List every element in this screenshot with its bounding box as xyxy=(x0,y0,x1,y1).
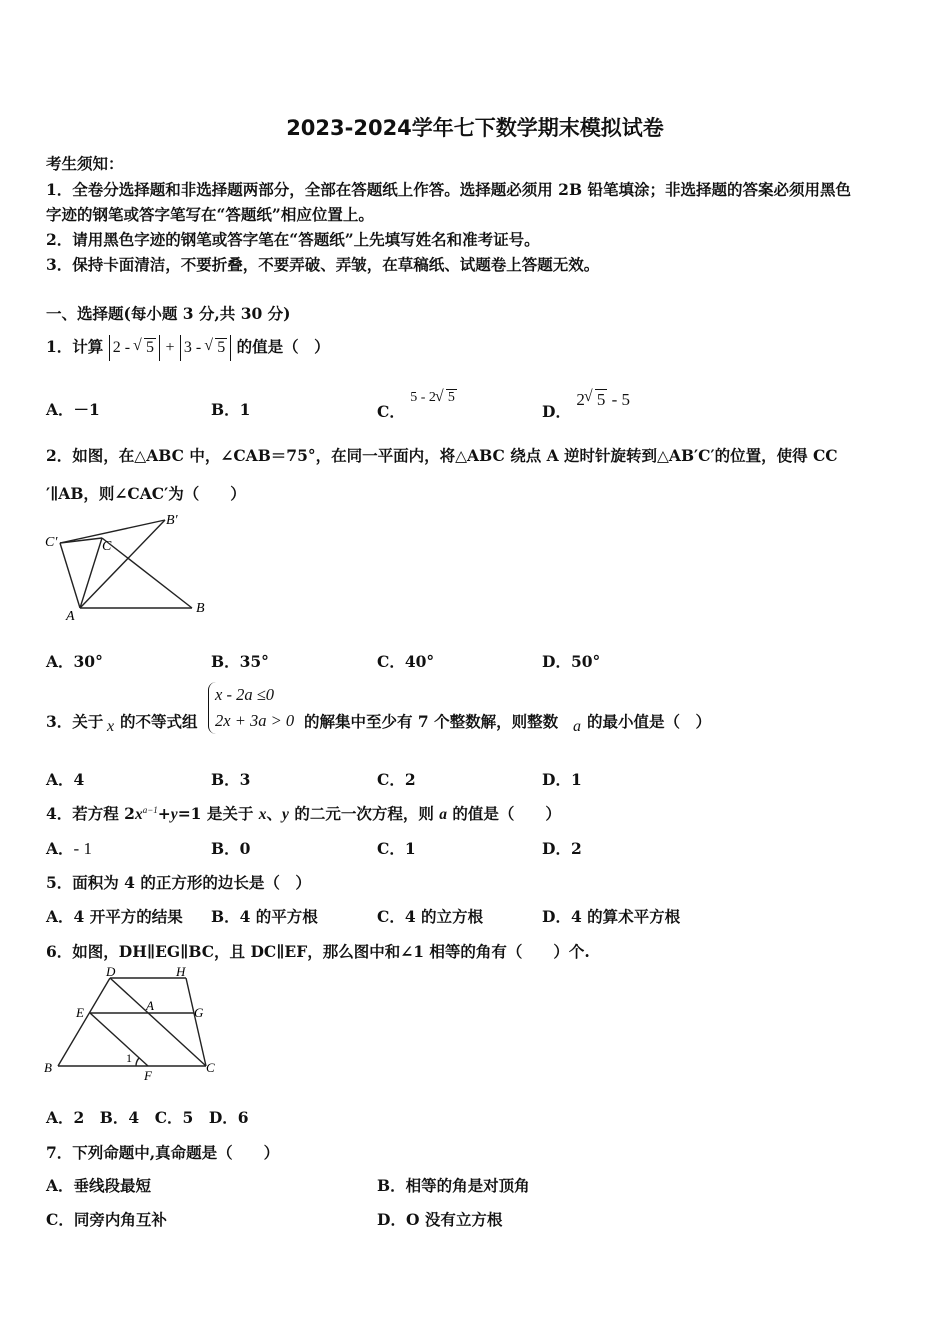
edge-b-d xyxy=(58,978,110,1066)
edge-e-f xyxy=(90,1013,148,1066)
edge-a-b1 xyxy=(80,520,165,608)
q4-var-x: x xyxy=(258,806,267,823)
q4-post-4: 的值是（ ） xyxy=(446,804,561,823)
edge-h-c xyxy=(186,978,206,1066)
edge-c-b xyxy=(102,538,192,608)
q4-option-d[interactable]: D．2 xyxy=(542,839,582,858)
q2-label-b: B xyxy=(196,601,205,616)
q4-post-2: =1 是关于 xyxy=(177,804,259,823)
edge-d-c xyxy=(110,978,206,1066)
edge-c1-b1 xyxy=(60,520,165,543)
q4-plus: + xyxy=(157,804,171,823)
q4-option-b[interactable]: B．0 xyxy=(211,839,251,858)
q6-label-g: G xyxy=(194,1005,204,1020)
q6-figure xyxy=(40,962,230,1086)
q3-inequality-system xyxy=(208,682,294,734)
notice-line-2: 2．请用黑色字迹的钢笔或答字笔在“答题纸”上先填写姓名和准考证号。 xyxy=(46,230,540,249)
notice-line-1b: 字迹的钢笔或答字笔写在“答题纸”相应位置上。 xyxy=(46,205,374,224)
q5-option-a[interactable]: A．4 开平方的结果 xyxy=(46,907,183,926)
q1-abs1-radicand: 5 xyxy=(146,339,155,356)
q7-option-a[interactable]: A．垂线段最短 xyxy=(46,1176,152,1195)
q1-suffix: 的值是（ ） xyxy=(236,337,330,356)
q7-option-d[interactable]: D．O 没有立方根 xyxy=(377,1210,503,1229)
q1-option-c-sqrt xyxy=(436,390,457,406)
q1-abs-1 xyxy=(109,335,160,361)
q1-abs2-radicand: 5 xyxy=(217,339,226,356)
q7-option-c[interactable]: C．同旁内角互补 xyxy=(46,1210,167,1229)
q3-system-line-2: 2x + 3a > 0 xyxy=(215,711,295,730)
q6-label-d: D xyxy=(106,964,116,979)
notice-heading: 考生须知： xyxy=(46,154,124,173)
q1-abs1-sqrt xyxy=(134,335,156,361)
notice-line-3: 3．保持卡面清洁，不要折叠，不要弄破、弄皱，在草稿纸、试题卷上答题无效。 xyxy=(46,255,600,274)
q6-options[interactable]: A．2 B．4 C．5 D．6 xyxy=(46,1108,249,1127)
q4-var-a: a xyxy=(439,806,447,823)
q1-option-b[interactable]: B．1 xyxy=(211,400,251,419)
q1-abs-2 xyxy=(180,335,231,361)
q1-option-a[interactable]: A．－1 xyxy=(46,400,100,419)
q3-brace xyxy=(208,682,294,734)
q2-stem-line-2: ′∥AB，则∠CAC′为（ ） xyxy=(46,484,246,503)
q6-label-h: H xyxy=(176,964,186,979)
q4-var-y: y xyxy=(282,806,289,823)
q1-plus: + xyxy=(165,339,175,356)
question-4 xyxy=(46,802,561,824)
q2-figure xyxy=(40,510,220,625)
q1-option-d-coef: 2 xyxy=(576,390,585,409)
q7-option-b[interactable]: B．相等的角是对顶角 xyxy=(377,1176,530,1195)
q2-option-b[interactable]: B．35° xyxy=(211,652,269,671)
q2-label-c-prime: C′ xyxy=(45,535,58,550)
q4-x: x xyxy=(134,806,143,823)
q2-label-c: C xyxy=(102,539,112,554)
q1-option-d-label: D． xyxy=(542,402,571,421)
q1-abs2-sqrt xyxy=(205,335,227,361)
q6-stem: 6．如图，DH∥EG∥BC，且 DC∥EF，那么图中和∠1 相等的角有（ ）个. xyxy=(46,942,590,961)
q4-sep: 、 xyxy=(266,804,283,823)
q4-pre: 4．若方程 2 xyxy=(46,804,135,823)
q3-system-line-1: x - 2a ≤0 xyxy=(215,685,274,704)
q3-option-a[interactable]: A．4 xyxy=(46,770,85,789)
q5-option-c[interactable]: C．4 的立方根 xyxy=(377,907,484,926)
q1-option-c-expr xyxy=(410,390,457,405)
q1-option-d-term: - 5 xyxy=(611,390,631,409)
q4-option-a-value: - 1 xyxy=(73,839,92,858)
q3-var-a: a xyxy=(573,718,581,735)
q2-option-c[interactable]: C．40° xyxy=(377,652,435,671)
q1-option-d-sqrt xyxy=(585,390,608,410)
edge-c1-a xyxy=(60,543,80,608)
q1-option-d-expr xyxy=(576,390,630,409)
q2-option-d[interactable]: D．50° xyxy=(542,652,601,671)
q1-prefix: 1．计算 xyxy=(46,337,104,356)
q1-option-c-radicand: 5 xyxy=(447,390,455,405)
q3-mid: 的不等式组 xyxy=(120,712,198,731)
q3-prefix: 3．关于 xyxy=(46,712,104,731)
q4-post-3: 的二元一次方程，则 xyxy=(288,804,440,823)
q6-label-e: E xyxy=(76,1005,84,1020)
q6-label-b: B xyxy=(44,1060,52,1075)
q1-option-c[interactable] xyxy=(377,390,457,422)
q6-label-a: A xyxy=(146,998,154,1013)
q1-option-d[interactable] xyxy=(542,390,630,422)
q1-option-c-label: C． xyxy=(377,402,405,421)
q1-abs1-term: 2 - xyxy=(112,339,131,356)
q3-var-x: x xyxy=(107,718,115,735)
q6-label-c: C xyxy=(206,1060,215,1075)
q4-option-c[interactable]: C．1 xyxy=(377,839,416,858)
q4-option-a[interactable] xyxy=(46,837,92,859)
q2-figure-lines xyxy=(60,520,192,608)
q2-label-b-prime: B′ xyxy=(166,513,178,528)
q4-y: y xyxy=(170,806,178,823)
q3-option-d[interactable]: D．1 xyxy=(542,770,582,789)
q5-stem: 5．面积为 4 的正方形的边长是（ ） xyxy=(46,873,311,892)
q3-option-b[interactable]: B．3 xyxy=(211,770,251,789)
q5-option-d[interactable]: D．4 的算术平方根 xyxy=(542,907,681,926)
q4-exponent: a−1 xyxy=(142,804,158,815)
q6-label-f: F xyxy=(144,1068,152,1083)
q4-option-a-label: A． xyxy=(46,839,74,858)
q1-abs2-term: 3 - xyxy=(183,339,202,356)
q3-suffix-2: 的最小值是（ ） xyxy=(587,712,712,731)
q7-stem: 7．下列命题中,真命题是（ ） xyxy=(46,1143,280,1162)
q6-label-angle-1: 1 xyxy=(126,1051,132,1065)
q1-option-d-radicand: 5 xyxy=(596,390,606,409)
q2-label-a: A xyxy=(66,609,75,624)
q1-option-c-term: 5 - 2 xyxy=(410,390,436,405)
q2-stem-line-1: 2．如图，在△ABC 中，∠CAB＝75°，在同一平面内，将△ABC 绕点 A 逆时针旋转到△AB′C′的位置，使得 CC xyxy=(46,446,838,465)
section-heading: 一、选择题(每小题 3 分,共 30 分) xyxy=(46,304,291,323)
question-1 xyxy=(46,332,330,363)
q2-option-a[interactable]: A．30° xyxy=(46,652,103,671)
q6-figure-lines xyxy=(58,978,206,1066)
notice-line-1a: 1．全卷分选择题和非选择题两部分，全部在答题纸上作答。选择题必须用 2B 铅笔填涂；非选择题的答案必须用黑色 xyxy=(46,180,851,199)
q3-suffix-1: 的解集中至少有 7 个整数解，则整数 xyxy=(304,712,559,731)
q3-option-c[interactable]: C．2 xyxy=(377,770,416,789)
q5-option-b[interactable]: B．4 的平方根 xyxy=(211,907,318,926)
angle-1-arc xyxy=(136,1058,139,1066)
page-title: 2023-2024学年七下数学期末模拟试卷 xyxy=(286,116,664,140)
